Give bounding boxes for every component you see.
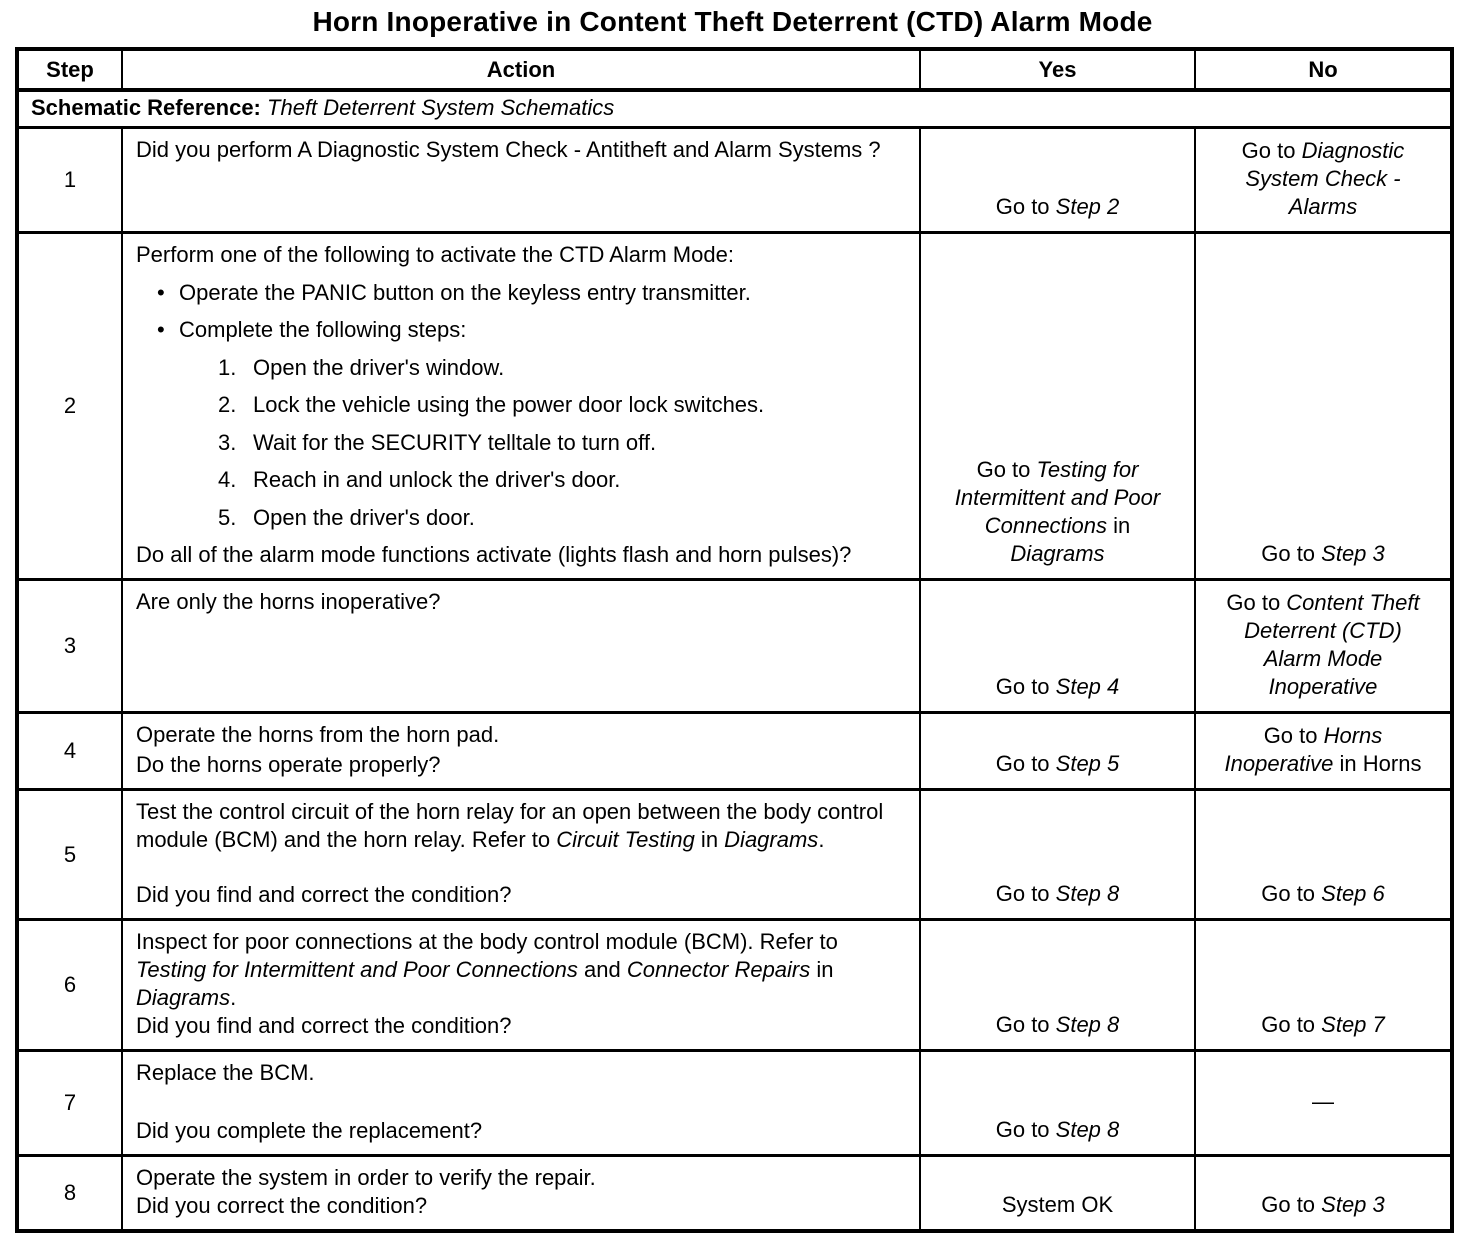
yes-cell bbox=[920, 1156, 1195, 1232]
action-paragraph bbox=[136, 588, 907, 616]
action-content bbox=[123, 234, 919, 578]
italic-reference-text: Diagrams bbox=[1010, 541, 1105, 566]
action-paragraph bbox=[136, 241, 907, 269]
action-paragraph bbox=[136, 1164, 907, 1192]
plain-text: Operate the system in order to verify the repair. bbox=[136, 1165, 596, 1190]
schematic-reference-value: Theft Deterrent System Schematics bbox=[267, 95, 615, 120]
header-row bbox=[17, 49, 1452, 90]
italic-reference-text: Diagrams bbox=[136, 985, 231, 1010]
schematic-reference-row bbox=[17, 90, 1452, 128]
action-paragraph bbox=[136, 1117, 907, 1145]
action-cell bbox=[122, 233, 920, 580]
diagnostic-table bbox=[15, 47, 1454, 1233]
bullet-item bbox=[136, 279, 907, 307]
action-content bbox=[123, 921, 919, 1049]
action-cell bbox=[122, 128, 920, 233]
action-paragraph bbox=[136, 1012, 907, 1040]
action-paragraph bbox=[136, 136, 907, 164]
italic-reference-text: Step 8 bbox=[1055, 1117, 1120, 1142]
plain-text: Lock the vehicle using the power door lock switches. bbox=[253, 392, 765, 417]
plain-text: in bbox=[1107, 513, 1131, 538]
plain-text: System OK bbox=[1001, 1192, 1114, 1217]
table-row bbox=[17, 1051, 1452, 1156]
action-content bbox=[123, 129, 919, 231]
plain-text: Did you find and correct the condition? bbox=[136, 882, 512, 907]
table-row bbox=[17, 790, 1452, 920]
plain-text: . bbox=[230, 985, 237, 1010]
step-cell: 8 bbox=[17, 1156, 122, 1232]
plain-text: Go to bbox=[1261, 541, 1322, 566]
italic-reference-text: Step 3 bbox=[1321, 1192, 1385, 1217]
bullet-icon: • bbox=[157, 279, 165, 305]
italic-reference-text: Content Theft Deterrent (CTD) Alarm Mode Inoperative bbox=[1244, 590, 1420, 699]
plain-text: Open the driver's door. bbox=[253, 504, 475, 530]
italic-reference-text: Diagnostic System Check - Alarms bbox=[1245, 138, 1405, 219]
plain-text: Do all of the alarm mode functions activate (lights flash and horn pulses)? bbox=[136, 542, 852, 567]
action-cell bbox=[122, 920, 920, 1051]
action-paragraph bbox=[136, 881, 907, 909]
action-paragraph bbox=[136, 541, 907, 569]
plain-text: in bbox=[810, 957, 834, 982]
italic-reference-text: Testing for Intermittent and Poor Connections bbox=[136, 957, 578, 982]
plain-text: Are only the horns inoperative? bbox=[136, 589, 441, 614]
step-cell: 4 bbox=[17, 713, 122, 790]
list-number: 5. bbox=[218, 504, 237, 530]
numbered-item bbox=[136, 354, 907, 382]
table-row bbox=[17, 128, 1452, 233]
action-cell bbox=[122, 1156, 920, 1232]
action-content bbox=[123, 791, 919, 918]
step-cell: 5 bbox=[17, 790, 122, 920]
plain-text: Test the control circuit of the horn relay for an open between the body control module (BCM) and the horn relay. Refer to bbox=[136, 799, 884, 852]
italic-reference-text: Horns Inoperative bbox=[1224, 723, 1383, 776]
yes-cell bbox=[920, 1051, 1195, 1156]
table-row bbox=[17, 233, 1452, 580]
plain-text: in Horns bbox=[1333, 751, 1422, 776]
italic-reference-text: Step 8 bbox=[1055, 881, 1120, 906]
plain-text: Did you perform A Diagnostic System Check - Antitheft and Alarm Systems ? bbox=[136, 137, 881, 162]
plain-text: Reach in and unlock the driver's door. bbox=[253, 467, 621, 492]
italic-reference-text: Step 6 bbox=[1321, 881, 1385, 906]
no-cell bbox=[1195, 580, 1452, 713]
italic-reference-text: Diagrams bbox=[724, 827, 819, 852]
plain-text: — bbox=[1312, 1089, 1334, 1114]
table-row bbox=[17, 580, 1452, 713]
action-paragraph bbox=[136, 798, 907, 854]
step-cell: 7 bbox=[17, 1051, 122, 1156]
list-number: 3. bbox=[218, 429, 237, 455]
plain-text: and bbox=[577, 957, 627, 982]
action-cell bbox=[122, 713, 920, 790]
step-cell: 2 bbox=[17, 233, 122, 580]
page-title: Horn Inoperative in Content Theft Deterrent (CTD) Alarm Mode bbox=[312, 6, 1153, 37]
plain-text: Go to bbox=[995, 751, 1056, 776]
action-content bbox=[123, 1052, 919, 1154]
italic-reference-text: Step 5 bbox=[1055, 751, 1120, 776]
action-paragraph bbox=[136, 928, 907, 1012]
numbered-item bbox=[136, 391, 907, 419]
table-row bbox=[17, 920, 1452, 1051]
plain-text: Did you complete the replacement? bbox=[136, 1118, 483, 1143]
action-cell bbox=[122, 790, 920, 920]
no-cell bbox=[1195, 713, 1452, 790]
numbered-item bbox=[136, 504, 907, 532]
table-row bbox=[17, 1156, 1452, 1232]
no-cell bbox=[1195, 1156, 1452, 1232]
action-content bbox=[123, 714, 919, 788]
plain-text: Do the horns operate properly? bbox=[136, 752, 441, 777]
plain-text: Go to bbox=[995, 1117, 1056, 1142]
action-content bbox=[123, 1157, 919, 1229]
action-paragraph bbox=[136, 1192, 907, 1220]
plain-text: Go to bbox=[1226, 590, 1287, 615]
plain-text: Open the driver's window. bbox=[253, 354, 505, 380]
plain-text: Go to bbox=[1263, 723, 1324, 748]
action-cell bbox=[122, 1051, 920, 1156]
yes-cell bbox=[920, 128, 1195, 233]
plain-text: Did you find and correct the condition? bbox=[136, 1013, 512, 1038]
action-paragraph bbox=[136, 721, 907, 749]
col-header-step: Step bbox=[17, 49, 122, 90]
list-number: 4. bbox=[218, 467, 237, 492]
step-cell: 1 bbox=[17, 128, 122, 233]
bullet-item bbox=[136, 316, 907, 344]
action-content bbox=[123, 581, 919, 711]
yes-cell bbox=[920, 920, 1195, 1051]
plain-text: Go to bbox=[1261, 881, 1322, 906]
yes-cell bbox=[920, 790, 1195, 920]
italic-reference-text: Testing for Intermittent and Poor Connections bbox=[954, 457, 1161, 538]
yes-cell bbox=[920, 580, 1195, 713]
plain-text: Go to bbox=[1261, 1192, 1322, 1217]
plain-text: Did you correct the condition? bbox=[136, 1193, 428, 1218]
step-cell: 3 bbox=[17, 580, 122, 713]
italic-reference-text: Step 2 bbox=[1055, 194, 1120, 219]
no-cell bbox=[1195, 128, 1452, 233]
italic-reference-text: Step 4 bbox=[1055, 674, 1120, 699]
bullet-icon: • bbox=[157, 317, 165, 342]
plain-text: Go to bbox=[1261, 1012, 1322, 1037]
plain-text: . bbox=[818, 827, 825, 852]
plain-text: Go to bbox=[1241, 138, 1302, 163]
italic-reference-text: Step 3 bbox=[1321, 541, 1385, 566]
italic-reference-text: Circuit Testing bbox=[556, 827, 695, 852]
yes-cell bbox=[920, 713, 1195, 790]
col-header-action: Action bbox=[122, 49, 920, 90]
plain-text: Complete the following steps: bbox=[179, 317, 467, 342]
plain-text: Inspect for poor connections at the body control module (BCM). Refer to bbox=[136, 929, 838, 954]
numbered-item bbox=[136, 429, 907, 457]
list-number: 1. bbox=[218, 354, 237, 380]
yes-cell bbox=[920, 233, 1195, 580]
no-cell bbox=[1195, 1051, 1452, 1156]
list-number: 2. bbox=[218, 392, 237, 417]
plain-text: Operate the horns from the horn pad. bbox=[136, 722, 500, 747]
no-cell bbox=[1195, 790, 1452, 920]
schematic-reference-label: Schematic Reference: bbox=[31, 95, 261, 120]
step-cell: 6 bbox=[17, 920, 122, 1051]
italic-reference-text: Step 7 bbox=[1321, 1012, 1385, 1037]
plain-text: Operate the PANIC button on the keyless entry transmitter. bbox=[179, 279, 751, 305]
plain-text: Go to bbox=[995, 194, 1056, 219]
action-cell bbox=[122, 580, 920, 713]
schematic-reference-cell bbox=[17, 90, 1452, 128]
no-cell bbox=[1195, 233, 1452, 580]
action-paragraph bbox=[136, 751, 907, 779]
col-header-yes: Yes bbox=[920, 49, 1195, 90]
plain-text: Go to bbox=[995, 881, 1056, 906]
plain-text: Wait for the SECURITY telltale to turn off. bbox=[253, 429, 657, 455]
col-header-no: No bbox=[1195, 49, 1452, 90]
italic-reference-text: Step 8 bbox=[1055, 1012, 1120, 1037]
plain-text: Perform one of the following to activate the CTD Alarm Mode: bbox=[136, 242, 734, 267]
plain-text: Go to bbox=[995, 1012, 1056, 1037]
numbered-item bbox=[136, 466, 907, 494]
no-cell bbox=[1195, 920, 1452, 1051]
table-row bbox=[17, 713, 1452, 790]
plain-text: Go to bbox=[976, 457, 1037, 482]
action-paragraph bbox=[136, 1059, 907, 1087]
plain-text: Go to bbox=[995, 674, 1056, 699]
italic-reference-text: Connector Repairs bbox=[626, 957, 811, 982]
plain-text: in bbox=[694, 827, 725, 852]
plain-text: Replace the BCM. bbox=[136, 1060, 315, 1085]
